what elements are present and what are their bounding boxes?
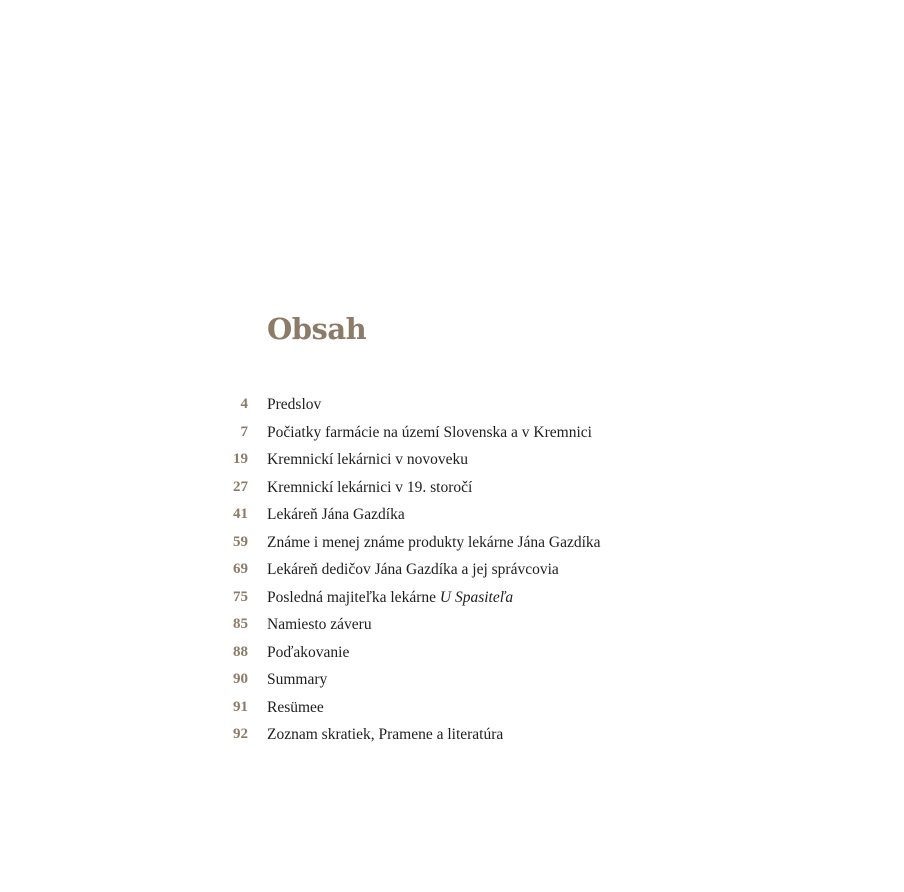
toc-title: Poďakovanie	[267, 643, 350, 661]
toc-page-number: 41	[233, 506, 248, 522]
toc-page-number: 90	[233, 671, 248, 687]
toc-entry	[0, 697, 904, 725]
toc-entry	[0, 504, 904, 532]
toc-title: Summary	[267, 671, 328, 688]
toc-entry	[0, 559, 904, 587]
toc-title: Kremnickí lekárnici v 19. storočí	[267, 478, 473, 496]
toc-page-number: 69	[233, 561, 248, 577]
toc-title: Zoznam skratiek, Pramene a literatúra	[267, 726, 504, 743]
page-title: Obsah	[267, 312, 367, 346]
toc-entry	[0, 477, 904, 505]
toc-page-number: 7	[240, 423, 248, 440]
toc-entry	[0, 614, 904, 642]
toc-page-number: 91	[233, 698, 248, 715]
toc-page-number: 59	[233, 533, 248, 550]
toc-entry	[0, 669, 904, 697]
toc-entry	[0, 422, 904, 450]
toc-title: Namiesto záveru	[267, 616, 372, 633]
toc-entry	[0, 394, 904, 422]
toc-title: Kremnickí lekárnici v novoveku	[267, 451, 469, 468]
toc-page-number: 4	[240, 396, 248, 412]
toc-page-number: 85	[233, 616, 248, 632]
toc-title: Resümee	[267, 698, 324, 716]
toc-entry	[0, 532, 904, 560]
toc-title: Posledná majiteľka lekárne U Spasiteľa	[267, 588, 514, 606]
toc-title: Počiatky farmácie na území Slovenska a v Kremnici	[267, 423, 592, 441]
toc-title: Známe i menej známe produkty lekárne Jána Gazdíka	[267, 533, 601, 551]
toc-entry	[0, 587, 904, 615]
table-of-contents	[0, 394, 904, 752]
toc-page-number: 92	[233, 726, 248, 742]
toc-entry	[0, 642, 904, 670]
toc-title: Predslov	[267, 396, 322, 413]
toc-entry	[0, 724, 904, 752]
toc-title: Lekáreň dedičov Jána Gazdíka a jej správcovia	[267, 561, 559, 578]
toc-page-number: 88	[233, 643, 248, 660]
toc-entry	[0, 449, 904, 477]
toc-page-number: 27	[233, 478, 248, 495]
toc-title: Lekáreň Jána Gazdíka	[267, 506, 405, 523]
toc-page-number: 75	[233, 588, 248, 605]
toc-page-number: 19	[233, 451, 248, 467]
